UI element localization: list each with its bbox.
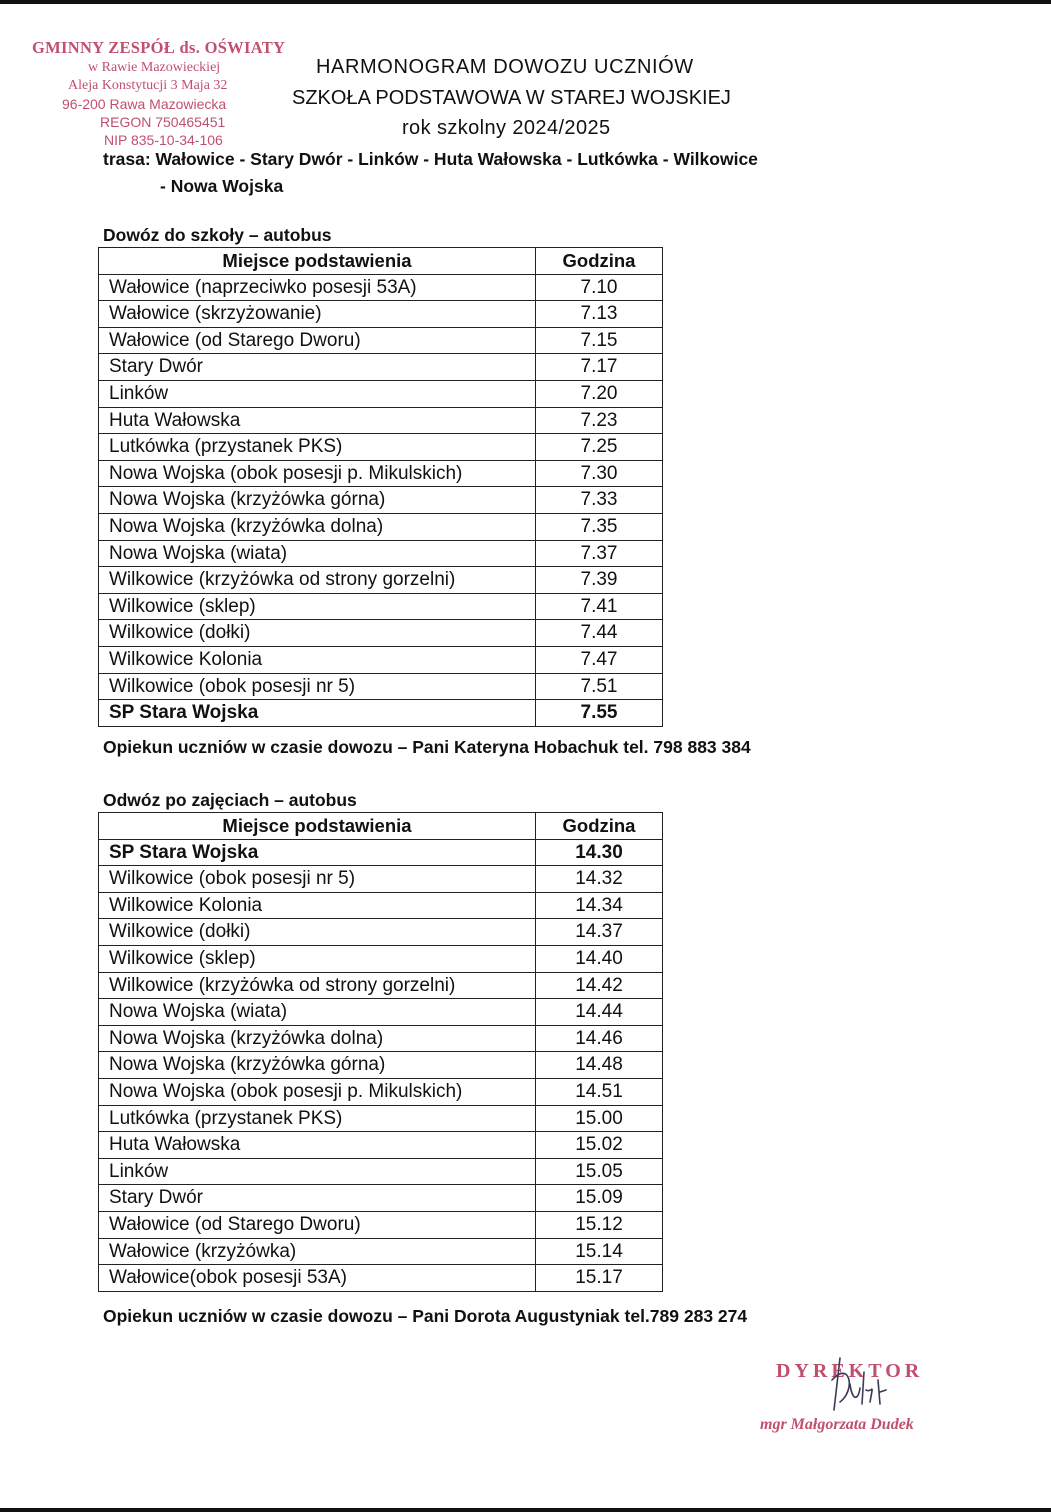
stop-time: 7.20 (536, 380, 663, 407)
table-row (99, 999, 663, 1026)
stop-place: Linków (99, 1158, 536, 1185)
table-header-row (99, 248, 663, 275)
stamp-nip: NIP 835-10-34-106 (104, 132, 223, 148)
stop-place: Wilkowice Kolonia (99, 646, 536, 673)
top-border (0, 0, 1051, 4)
table-row (99, 1025, 663, 1052)
stop-time: 14.40 (536, 945, 663, 972)
stop-time: 14.42 (536, 972, 663, 999)
stop-place: Lutkówka (przystanek PKS) (99, 1105, 536, 1132)
table-row (99, 1078, 663, 1105)
stop-time: 14.34 (536, 892, 663, 919)
stop-place: Wałowice (krzyżówka) (99, 1238, 536, 1265)
table-row (99, 380, 663, 407)
column-header-place: Miejsce podstawienia (99, 248, 536, 275)
bottom-border (0, 1508, 1051, 1512)
stop-place: Wilkowice Kolonia (99, 892, 536, 919)
table-row (99, 274, 663, 301)
table-row (99, 487, 663, 514)
stop-place: Nowa Wojska (krzyżówka górna) (99, 1052, 536, 1079)
stop-time: 14.51 (536, 1078, 663, 1105)
stop-place: Wałowice (naprzeciwko posesji 53A) (99, 274, 536, 301)
stop-place: Nowa Wojska (wiata) (99, 540, 536, 567)
table-row (99, 919, 663, 946)
stop-place: Wilkowice (dołki) (99, 620, 536, 647)
table-row (99, 540, 663, 567)
director-role: DYREKTOR (776, 1360, 924, 1382)
stop-time: 15.14 (536, 1238, 663, 1265)
stop-time: 15.17 (536, 1265, 663, 1292)
table-row (99, 1185, 663, 1212)
stamp-line: 96-200 Rawa Mazowiecka (62, 96, 227, 112)
table-row (99, 700, 663, 727)
stop-place: SP Stara Wojska (99, 700, 536, 727)
stamp-regon: REGON 750465451 (100, 114, 226, 130)
stop-time: 7.51 (536, 673, 663, 700)
stop-place: Nowa Wojska (krzyżówka dolna) (99, 513, 536, 540)
stop-place: Wałowice (od Starego Dworu) (99, 1211, 536, 1238)
stamp-line: w Rawie Mazowieckiej (88, 60, 221, 75)
table-row (99, 460, 663, 487)
table-row (99, 866, 663, 893)
table-row (99, 1132, 663, 1159)
table-row (99, 327, 663, 354)
stop-time: 7.10 (536, 274, 663, 301)
table-row (99, 407, 663, 434)
stop-time: 14.32 (536, 866, 663, 893)
table-row (99, 301, 663, 328)
stop-time: 7.47 (536, 646, 663, 673)
stop-place: SP Stara Wojska (99, 839, 536, 866)
afternoon-guardian: Opiekun uczniów w czasie dowozu – Pani Dorota Augustyniak tel.789 283 274 (103, 1306, 748, 1326)
table-header-row (99, 813, 663, 840)
column-header-place: Miejsce podstawienia (99, 813, 536, 840)
table-row (99, 1211, 663, 1238)
stop-place: Nowa Wojska (krzyżówka dolna) (99, 1025, 536, 1052)
stop-time: 15.00 (536, 1105, 663, 1132)
route-line: trasa: Wałowice - Stary Dwór - Linków - Huta Wałowska - Lutkówka - Wilkowice (103, 149, 758, 169)
stop-time: 7.25 (536, 434, 663, 461)
school-name: SZKOŁA PODSTAWOWA W STAREJ WOJSKIEJ (292, 87, 731, 109)
stop-time: 7.23 (536, 407, 663, 434)
stop-place: Wałowice (skrzyżowanie) (99, 301, 536, 328)
stop-time: 7.15 (536, 327, 663, 354)
table-row (99, 354, 663, 381)
stop-place: Stary Dwór (99, 1185, 536, 1212)
director-signature-block (760, 1350, 960, 1450)
stop-time: 15.02 (536, 1132, 663, 1159)
stop-place: Wilkowice (sklep) (99, 945, 536, 972)
stop-time: 7.37 (536, 540, 663, 567)
stop-time: 15.05 (536, 1158, 663, 1185)
stamp-name: GMINNY ZESPÓŁ ds. OŚWIATY (32, 38, 286, 57)
table-row (99, 1052, 663, 1079)
stop-place: Wilkowice (krzyżówka od strony gorzelni) (99, 972, 536, 999)
table-row (99, 646, 663, 673)
stop-time: 7.41 (536, 593, 663, 620)
route-description (103, 146, 758, 200)
stop-place: Huta Wałowska (99, 407, 536, 434)
document-title: HARMONOGRAM DOWOZU UCZNIÓW (316, 56, 694, 78)
stop-time: 7.13 (536, 301, 663, 328)
handwritten-signature (810, 1350, 890, 1414)
table-row (99, 1265, 663, 1292)
column-header-time: Godzina (536, 248, 663, 275)
table-row (99, 593, 663, 620)
table-row (99, 945, 663, 972)
stop-time: 7.33 (536, 487, 663, 514)
stop-place: Wilkowice (dołki) (99, 919, 536, 946)
stop-time: 14.48 (536, 1052, 663, 1079)
stop-time: 15.12 (536, 1211, 663, 1238)
stop-time: 15.09 (536, 1185, 663, 1212)
stop-time: 14.44 (536, 999, 663, 1026)
morning-guardian: Opiekun uczniów w czasie dowozu – Pani Kateryna Hobachuk tel. 798 883 384 (103, 737, 751, 757)
stop-place: Wałowice (od Starego Dworu) (99, 327, 536, 354)
stop-time: 14.30 (536, 839, 663, 866)
afternoon-schedule-table (98, 812, 663, 1292)
stop-place: Huta Wałowska (99, 1132, 536, 1159)
school-year: rok szkolny 2024/2025 (402, 117, 611, 139)
stop-time: 7.44 (536, 620, 663, 647)
stop-place: Stary Dwór (99, 354, 536, 381)
table-row (99, 434, 663, 461)
stamp-line: Aleja Konstytucji 3 Maja 32 (68, 78, 228, 93)
table-row (99, 972, 663, 999)
table-row (99, 673, 663, 700)
afternoon-section-label: Odwóz po zajęciach – autobus (103, 790, 357, 810)
stop-time: 14.46 (536, 1025, 663, 1052)
stop-time: 7.35 (536, 513, 663, 540)
stop-time: 14.37 (536, 919, 663, 946)
route-line: - Nowa Wojska (160, 176, 284, 196)
stop-place: Nowa Wojska (obok posesji p. Mikulskich) (99, 460, 536, 487)
table-row (99, 513, 663, 540)
stop-time: 7.17 (536, 354, 663, 381)
stop-place: Wałowice(obok posesji 53A) (99, 1265, 536, 1292)
table-row (99, 839, 663, 866)
stop-time: 7.55 (536, 700, 663, 727)
stop-place: Lutkówka (przystanek PKS) (99, 434, 536, 461)
table-row (99, 620, 663, 647)
stop-place: Nowa Wojska (wiata) (99, 999, 536, 1026)
column-header-time: Godzina (536, 813, 663, 840)
table-row (99, 1105, 663, 1132)
stop-time: 7.39 (536, 567, 663, 594)
table-row (99, 567, 663, 594)
stop-place: Wilkowice (obok posesji nr 5) (99, 673, 536, 700)
stop-place: Nowa Wojska (obok posesji p. Mikulskich) (99, 1078, 536, 1105)
stop-place: Wilkowice (sklep) (99, 593, 536, 620)
morning-schedule-table (98, 247, 663, 727)
table-row (99, 1238, 663, 1265)
table-row (99, 892, 663, 919)
morning-section-label: Dowóz do szkoły – autobus (103, 225, 332, 245)
stop-place: Linków (99, 380, 536, 407)
stop-place: Wilkowice (obok posesji nr 5) (99, 866, 536, 893)
director-name: mgr Małgorzata Dudek (760, 1416, 914, 1433)
stop-place: Nowa Wojska (krzyżówka górna) (99, 487, 536, 514)
stop-place: Wilkowice (krzyżówka od strony gorzelni) (99, 567, 536, 594)
stop-time: 7.30 (536, 460, 663, 487)
table-row (99, 1158, 663, 1185)
